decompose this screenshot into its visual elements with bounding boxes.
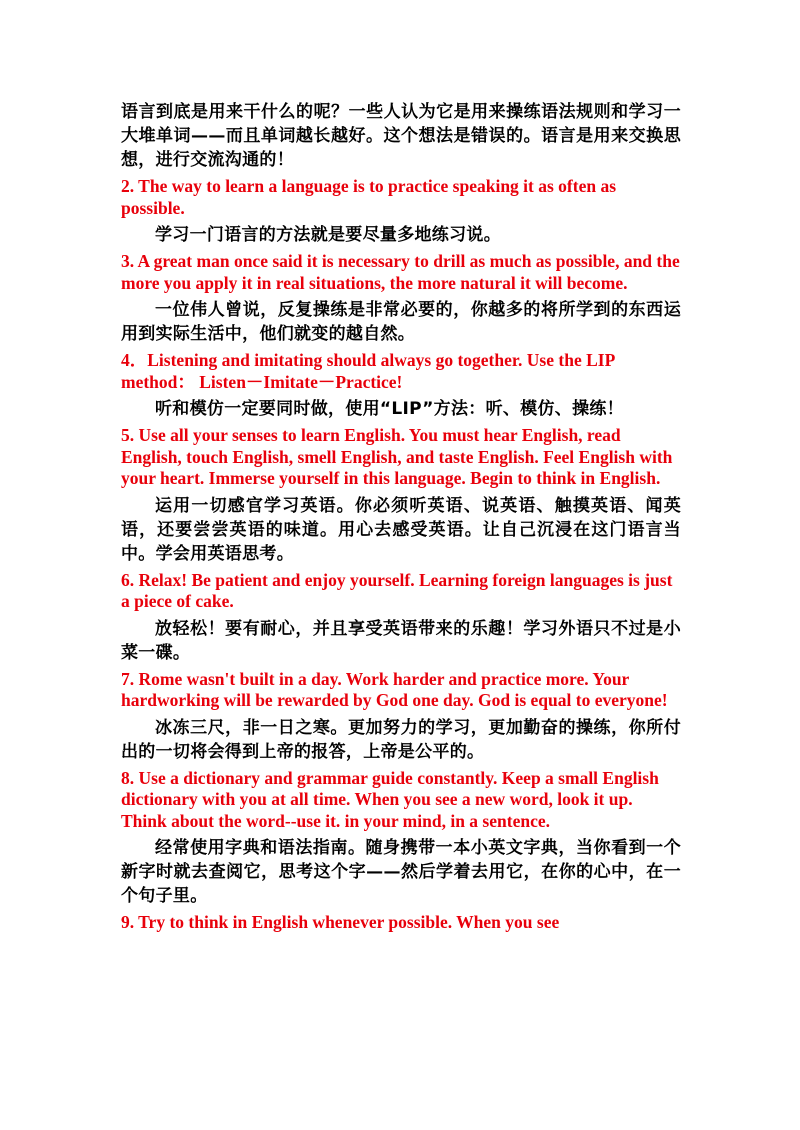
english-tip-6: 6. Relax! Be patient and enjoy yourself. Learning foreign languages is just a piece of cake. (121, 569, 673, 611)
english-tip-7: 7. Rome wasn't built in a day. Work harder and practice more. Your hardworking will be rewarded by God one day. God is equal to everyone! (121, 668, 668, 710)
chinese-paragraph: 放轻松！要有耐心，并且享受英语带来的乐趣！学习外语只不过是小菜一碟。 (121, 618, 681, 663)
chinese-paragraph: 听和模仿一定要同时做，使用“LIP”方法：听、模仿、操练！ (155, 399, 624, 419)
english-tip-5: 5. Use all your senses to learn English. You must hear English, read English, touch English, smell English, and taste English. Feel English with your heart. Immerse yourself in this language. Begin to think in English. (121, 425, 673, 488)
chinese-paragraph: 语言到底是用来干什么的呢？一些人认为它是用来操练语法规则和学习一大堆单词——而且单词越长越好。这个想法是错误的。语言是用来交换思想，进行交流沟通的！ (121, 102, 681, 170)
chinese-paragraph: 冰冻三尺，非一日之寒。更加努力的学习，更加勤奋的操练，你所付出的一切将会得到上帝的报答，上帝是公平的。 (121, 717, 681, 762)
document-page (121, 100, 681, 938)
chinese-paragraph: 经常使用字典和语法指南。随身携带一本小英文字典，当你看到一个新字时就去查阅它，思考这个字——然后学着去用它，在你的心中，在一个句子里。 (121, 838, 681, 906)
chinese-paragraph: 运用一切感官学习英语。你必须听英语、说英语、触摸英语、闻英语，还要尝尝英语的味道。用心去感受英语。让自己沉浸在这门语言当中。学会用英语思考。 (121, 495, 681, 564)
chinese-paragraph: 一位伟人曾说，反复操练是非常必要的，你越多的将所学到的东西运用到实际生活中，他们就变的越自然。 (121, 300, 681, 344)
english-tip-3: 3. A great man once said it is necessary to drill as much as possible, and the more you apply it in real situations, the more natural it will become. (121, 251, 680, 293)
english-tip-4: 4．Listening and imitating should always go together. Use the LIP method： Listen－Imitate－Practice! (121, 350, 615, 392)
chinese-paragraph: 学习一门语言的方法就是要尽量多地练习说。 (155, 225, 501, 245)
english-tip-9: 9. Try to think in English whenever possible. When you see (121, 912, 560, 932)
english-tip-2: 2. The way to learn a language is to practice speaking it as often as possible. (121, 176, 617, 218)
english-tip-8: 8. Use a dictionary and grammar guide constantly. Keep a small English dictionary with you at all time. When you see a new word, look it up. Think about the word--use it. in your mind, in a sentence. (121, 767, 659, 831)
